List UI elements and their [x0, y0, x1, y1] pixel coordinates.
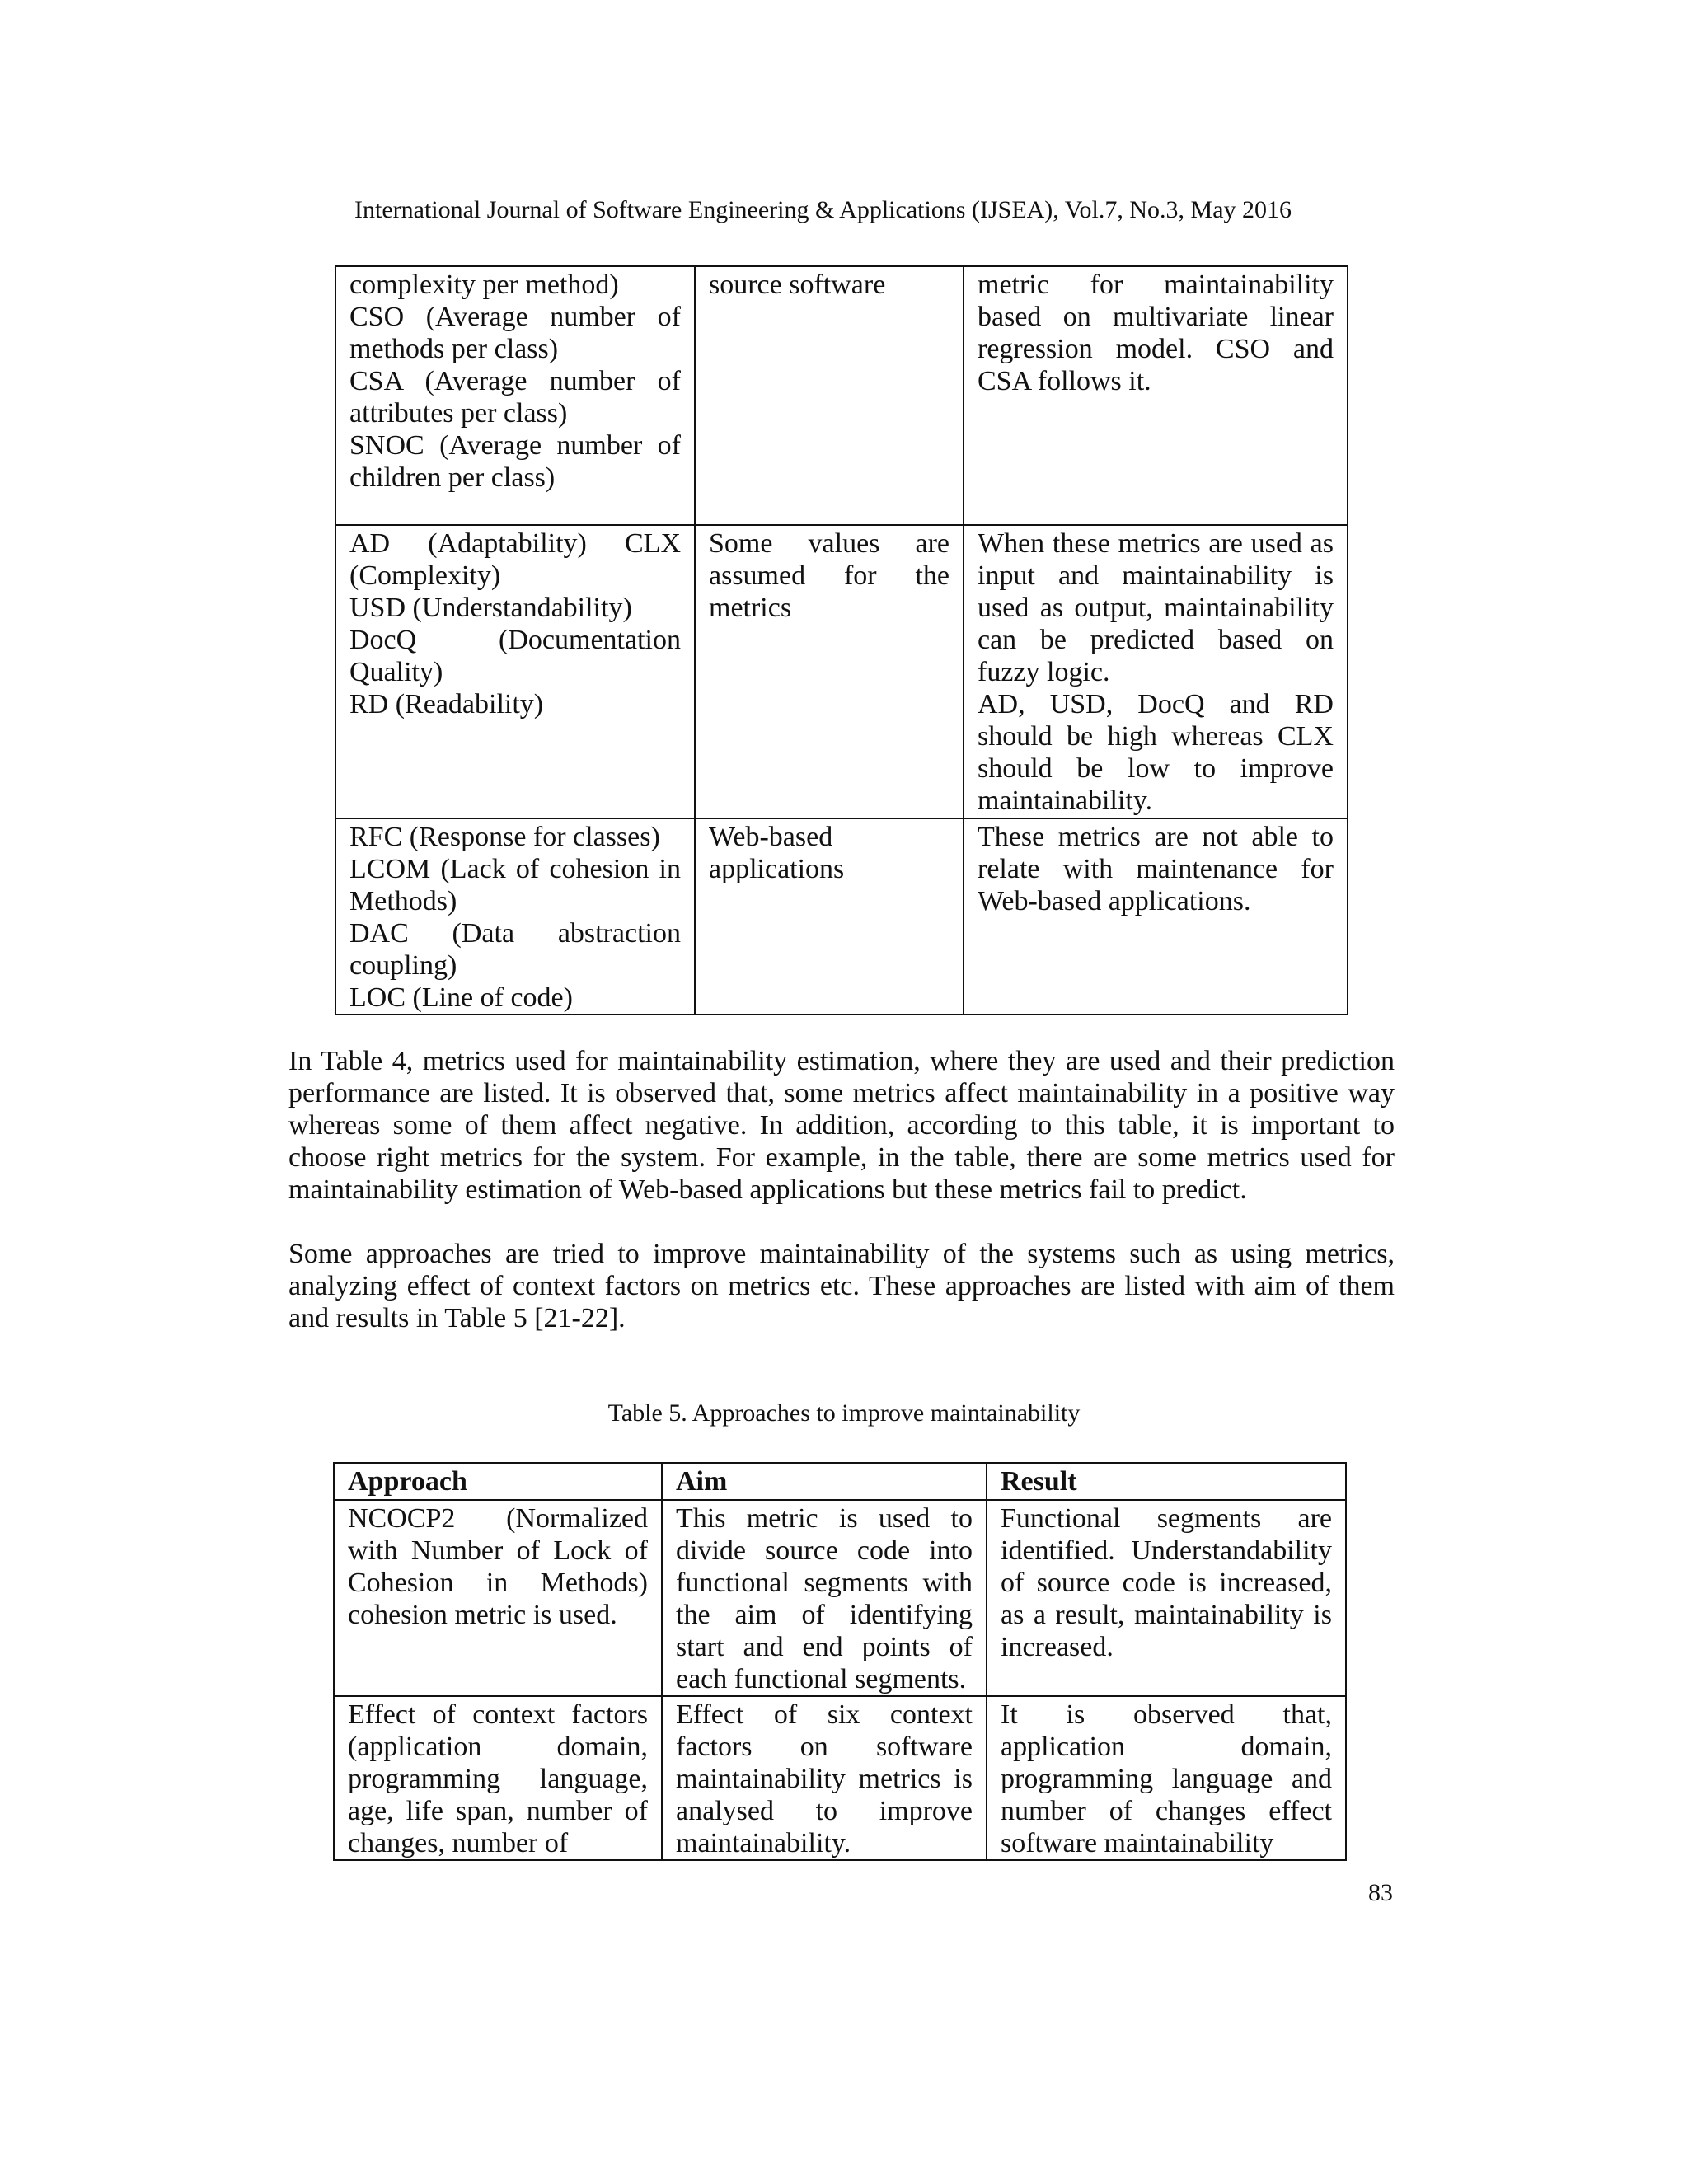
metric-line: CSA (Average number of attributes per class) [349, 366, 681, 429]
approach-cell: NCOCP2 (Normalized with Number of Lock of Cohesion in Methods) cohesion metric is used. [334, 1500, 662, 1696]
metrics-cell [335, 266, 695, 525]
metric-line: LOC (Line of code) [349, 982, 573, 1013]
table-row [335, 266, 1348, 525]
column-header-approach: Approach [334, 1463, 662, 1500]
approach-cell: Effect of context factors (application domain, programming language, age, life span, number of changes, number of [334, 1696, 662, 1860]
table-row [334, 1500, 1346, 1696]
table-row [335, 525, 1348, 818]
aim-cell: Effect of six context factors on software maintainability metrics is analysed to improve maintainability. [662, 1696, 987, 1860]
metrics-cell [335, 818, 695, 1015]
paragraph: In Table 4, metrics used for maintainability estimation, where they are used and their prediction performance are listed. It is observed that, some metrics affect maintainability in a positive way whereas some of them affect negative. In addition, according to this table, it is important to choose right metrics for the system. For example, in the table, there are some metrics used for maintainability estimation of Web-based applications but these metrics fail to predict. [288, 1046, 1395, 1205]
table-row [335, 818, 1348, 1015]
metrics-cell [335, 525, 695, 818]
metric-line: DAC (Data abstraction coupling) [349, 918, 681, 981]
table-row [334, 1696, 1346, 1860]
performance-text: metric for maintainability based on multivariate linear regression model. CSO and CSA follows it. [978, 269, 1334, 396]
performance-cell [964, 818, 1348, 1015]
result-cell: It is observed that, application domain, programming language and number of changes effect software maintainability [987, 1696, 1346, 1860]
table-5 [333, 1462, 1347, 1861]
table-4-continued [335, 265, 1348, 1015]
performance-cell [964, 525, 1348, 818]
column-header-aim: Aim [662, 1463, 987, 1500]
metric-line: SNOC (Average number of children per class) [349, 430, 681, 493]
column-header-result: Result [987, 1463, 1346, 1500]
metric-line: complexity per method) [349, 269, 619, 300]
performance-text: These metrics are not able to relate with maintenance for Web-based applications. [978, 822, 1334, 916]
where-used-cell: Web-based applications [695, 818, 964, 1015]
performance-text: AD, USD, DocQ and RD should be high whereas CLX should be low to improve maintainability. [978, 689, 1334, 816]
metric-line: RD (Readability) [349, 689, 544, 719]
result-cell: Functional segments are identified. Understandability of source code is increased, as a result, maintainability is increased. [987, 1500, 1346, 1696]
performance-cell [964, 266, 1348, 525]
metric-line: DocQ (Documentation Quality) [349, 625, 681, 687]
metric-line: CSO (Average number of methods per class) [349, 302, 681, 364]
running-header: International Journal of Software Engineering & Applications (IJSEA), Vol.7, No.3, May 2016 [354, 196, 1292, 223]
metric-line: LCOM (Lack of cohesion in Methods) [349, 854, 681, 916]
metric-line: USD (Understandability) [349, 593, 632, 623]
page-number: 83 [1368, 1879, 1393, 1906]
where-used-cell: source software [695, 266, 964, 525]
performance-text: When these metrics are used as input and maintainability is used as output, maintainability can be predicted based on fuzzy logic. [978, 528, 1334, 687]
where-used-cell: Some values are assumed for the metrics [695, 525, 964, 818]
metric-line: RFC (Response for classes) [349, 822, 660, 852]
table-caption: Table 5. Approaches to improve maintainability [607, 1399, 1081, 1427]
paragraph: Some approaches are tried to improve maintainability of the systems such as using metrics, analyzing effect of context factors on metrics etc. These approaches are listed with aim of them and results in Table 5 [21-22]. [288, 1239, 1395, 1333]
table-header-row [334, 1463, 1346, 1500]
aim-cell: This metric is used to divide source code into functional segments with the aim of identifying start and end points of each functional segments. [662, 1500, 987, 1696]
metric-line: AD (Adaptability) CLX (Complexity) [349, 528, 681, 591]
